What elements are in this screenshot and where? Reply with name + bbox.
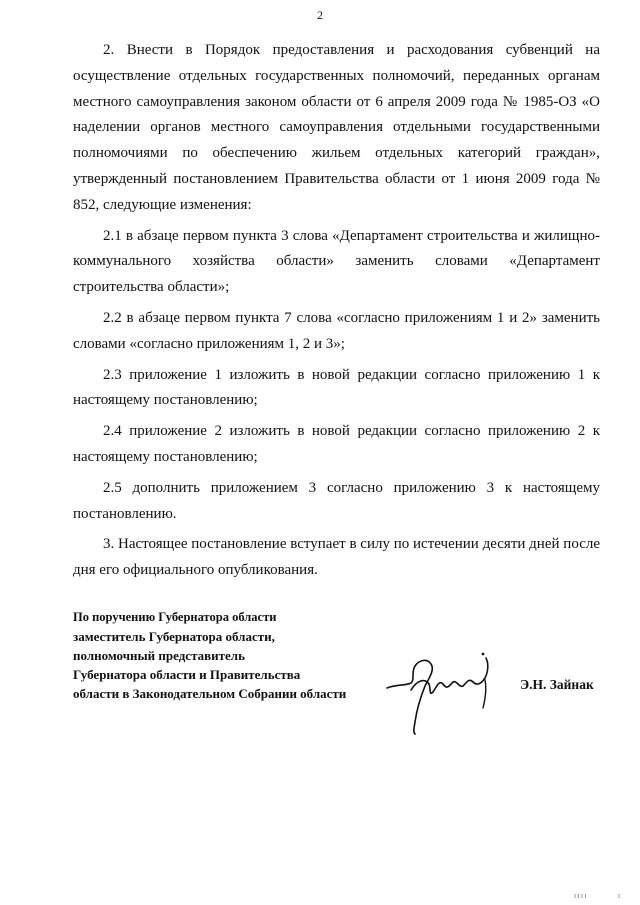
document-body xyxy=(73,38,600,584)
paragraph-3: 3. Настоящее постановление вступает в силу по истечении десяти дней после дня его официального опубликования. xyxy=(73,536,600,579)
page-number: 2 xyxy=(317,8,323,22)
signature-title-line-2: полномочный представитель xyxy=(73,648,245,663)
signatory-name: Э.Н. Зайнак xyxy=(520,677,594,692)
paragraph-2-2: 2.2 в абзаце первом пункта 7 слова «согласно приложениям 1 и 2» заменить словами «согласно приложениям 1, 2 и 3»; xyxy=(73,309,600,352)
signature-title-line-4: области в Законодательном Собрании области xyxy=(73,686,347,701)
footer-mark-left: I I I I xyxy=(574,894,587,900)
signature-title-line-1: заместитель Губернатора области, xyxy=(73,629,275,644)
footer-mark-right: I xyxy=(618,894,620,900)
paragraph-2: 2. Внести в Порядок предоставления и расходования субвенций на осуществление отдельных государственных полномочий, переданных органам местного самоуправления законом области от 6 апреля 2009 года № 1985-ОЗ «О наделении органов местного самоуправления отдельными государственными полномочиями по обеспечению жильем отдельных категорий граждан», утвержденный постановлением Правительства области от 1 июня 2009 года № 852, следующие изменения: xyxy=(73,42,600,213)
handwritten-signature xyxy=(385,650,505,735)
signature-authority-line: По поручению Губернатора области xyxy=(73,610,277,624)
paragraph-2-3: 2.3 приложение 1 изложить в новой редакции согласно приложению 1 к настоящему постановлению; xyxy=(73,366,600,409)
paragraph-2-5: 2.5 дополнить приложением 3 согласно приложению 3 к настоящему постановлению. xyxy=(73,479,600,522)
paragraph-2-1: 2.1 в абзаце первом пункта 3 слова «Департамент строительства и жилищно-коммунального хозяйства области» заменить словами «Департамент строительства области»; xyxy=(73,227,600,296)
signature-title-line-3: Губернатора области и Правительства xyxy=(73,667,301,682)
paragraph-2-4: 2.4 приложение 2 изложить в новой редакции согласно приложению 2 к настоящему постановлению; xyxy=(73,423,600,465)
